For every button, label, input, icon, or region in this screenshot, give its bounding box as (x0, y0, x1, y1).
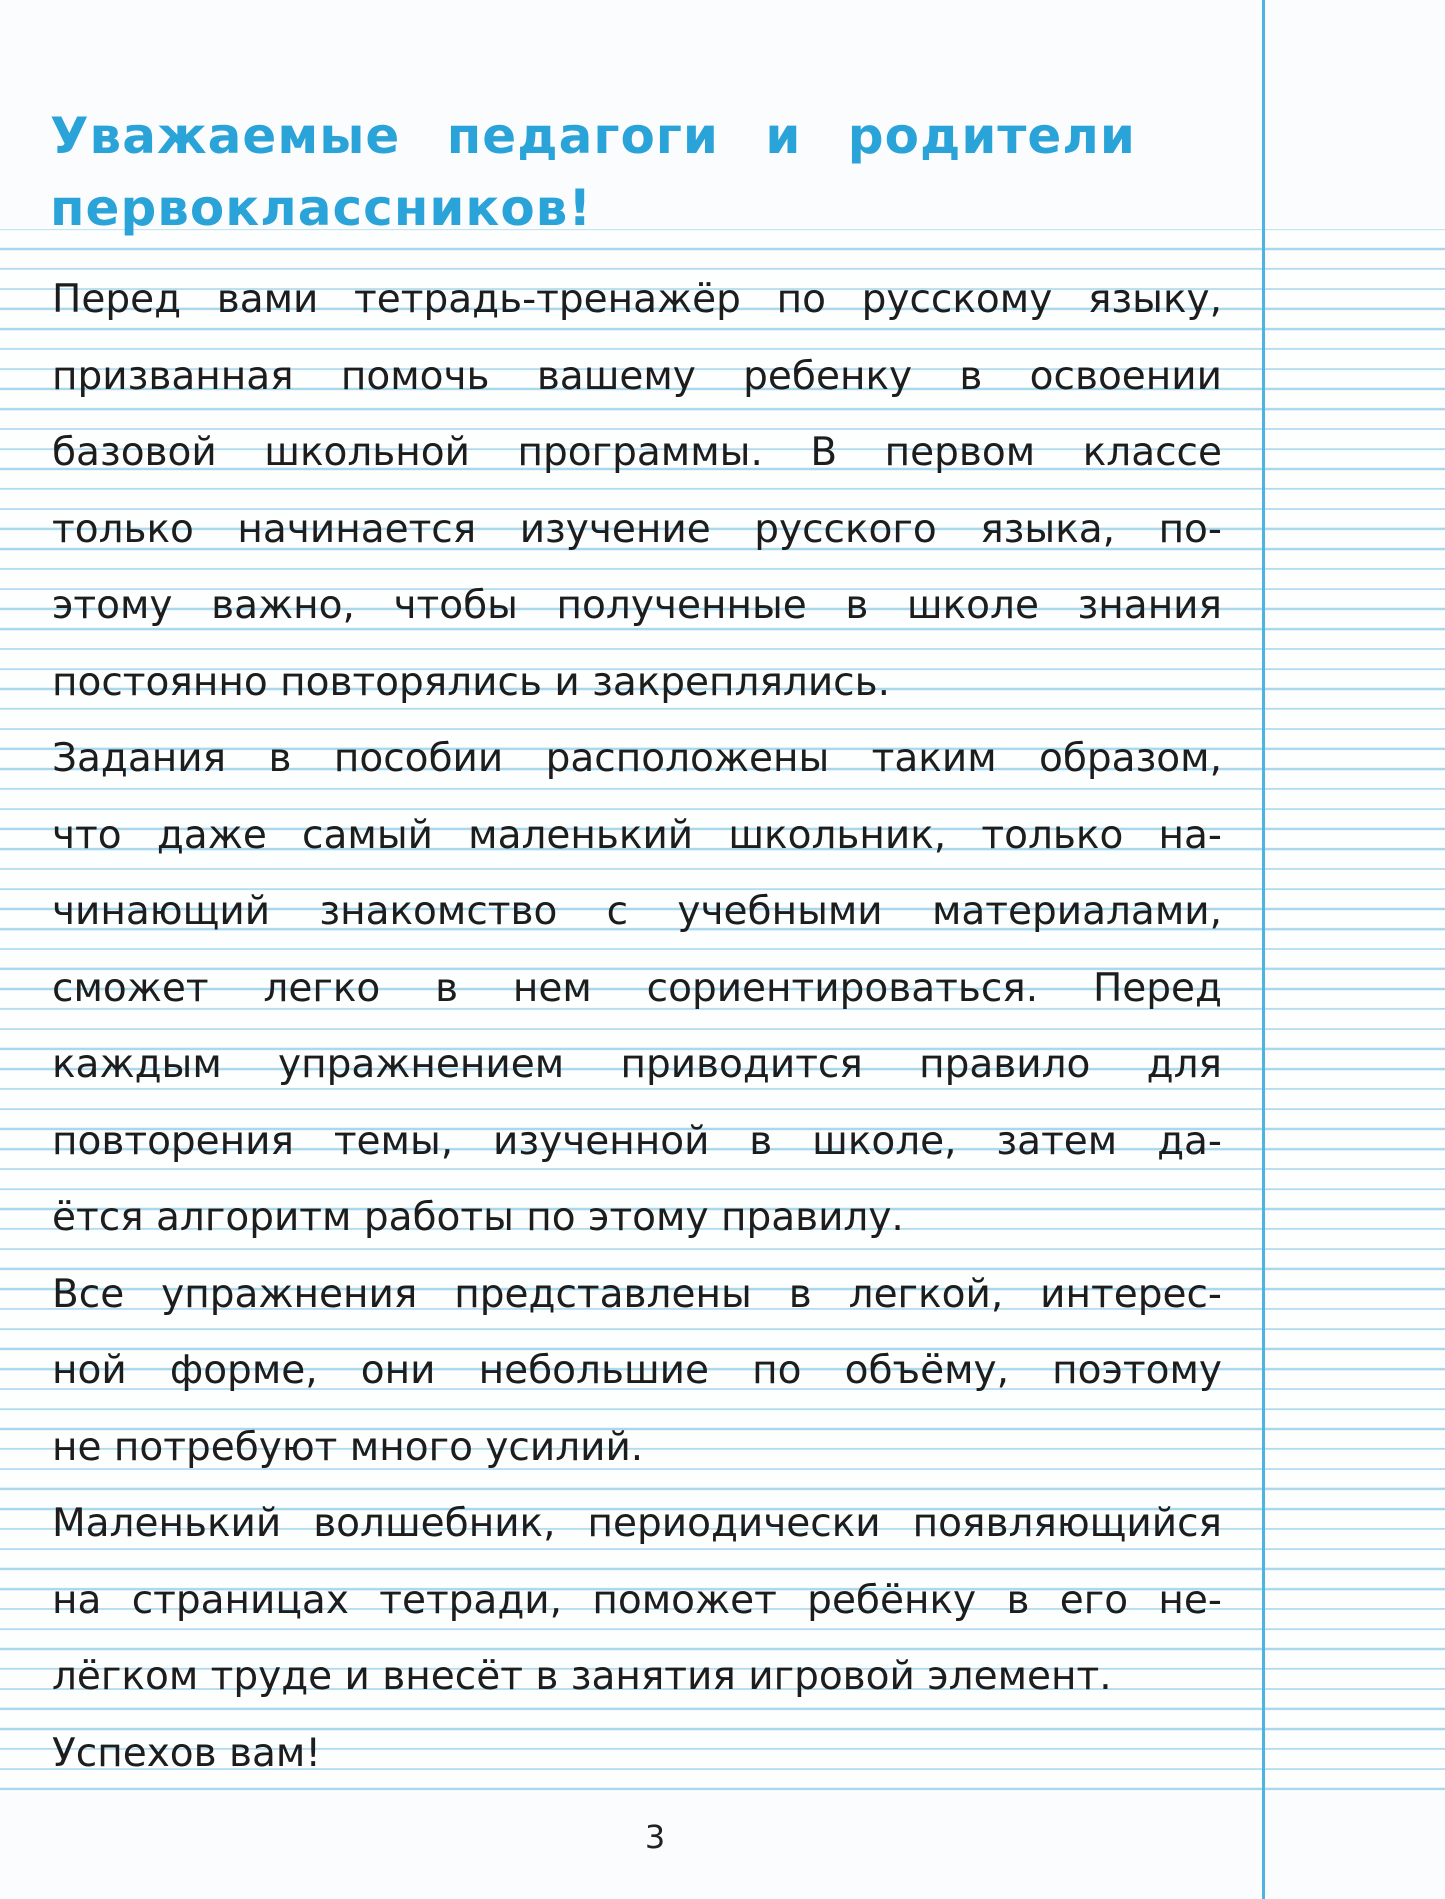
page-heading (50, 100, 1230, 244)
text-line: Маленький волшебник, периодически появляющийся (52, 1501, 1222, 1546)
text-line: призванная помочь вашему ребенку в освоении (52, 353, 1222, 399)
heading-line-1: Уважаемые педагоги и родители (50, 107, 1136, 165)
heading-line-2: первоклассников! (50, 179, 593, 237)
text-line: Перед вами тетрадь-тренажёр по русскому языку, (52, 277, 1222, 322)
text-line: сможет легко в нем сориентироваться. Перед (52, 965, 1222, 1011)
text-line: каждым упражнением приводится правило для (52, 1042, 1222, 1087)
text-line: что даже самый маленький школьник, только на- (52, 812, 1222, 858)
text-line: постоянно повторялись и закреплялись. (52, 659, 891, 705)
text-line: только начинается изучение русского языка, по- (52, 506, 1222, 552)
text-line: этому важно, чтобы полученные в школе знания (52, 583, 1222, 628)
text-line: базовой школьной программы. В первом классе (52, 430, 1222, 475)
body-text (52, 262, 1222, 1792)
text-line: не потребуют много усилий. (52, 1424, 644, 1470)
text-line: лёгком труде и внесёт в занятия игровой элемент. (52, 1654, 1112, 1699)
margin-line (1262, 0, 1265, 1899)
page-number: 3 (644, 1818, 666, 1856)
page-bottom-area (0, 1792, 1445, 1899)
text-line: чинающий знакомство с учебными материалами, (52, 889, 1222, 934)
text-line: на страницах тетради, поможет ребёнку в его не- (52, 1577, 1222, 1623)
text-line: ётся алгоритм работы по этому правилу. (52, 1195, 904, 1240)
text-line: Все упражнения представлены в легкой, интерес- (52, 1271, 1222, 1317)
text-line: ной форме, они небольшие по объёму, поэтому (52, 1348, 1222, 1393)
text-line: Задания в пособии расположены таким образом, (52, 736, 1222, 781)
closing-line: Успехов вам! (52, 1730, 321, 1776)
text-line: повторения темы, изученной в школе, затем да- (52, 1118, 1222, 1164)
